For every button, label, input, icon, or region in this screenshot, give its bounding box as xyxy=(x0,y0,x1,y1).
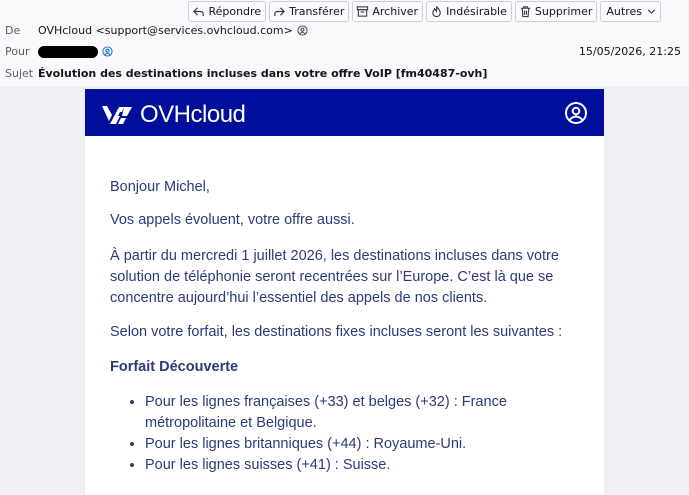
greeting: Bonjour Michel, xyxy=(110,179,210,195)
junk-button[interactable] xyxy=(426,1,512,22)
subject-row xyxy=(5,67,487,80)
paragraph-destinations: Selon votre forfait, les destinations fixes incluses seront les suivantes : xyxy=(110,324,563,340)
redacted-recipient xyxy=(38,46,98,58)
from-label: De xyxy=(5,24,21,37)
more-button[interactable] xyxy=(600,1,661,22)
paragraph-change: À partir du mercredi 1 juillet 2026, les destinations incluses dans votre solution de téléphonie seront recentrées sur l’Europe. C’est là que se concentre aujourd’hui l’essentiel des appels de nos clients. xyxy=(110,248,559,306)
list-item: • Pour les lignes britanniques (+44) : Royaume-Uni. xyxy=(145,434,584,455)
flame-icon xyxy=(430,5,443,18)
subject-text: Évolution des destinations incluses dans votre offre VoIP [fm40487-ovh] xyxy=(38,67,488,80)
trash-icon xyxy=(519,5,532,18)
list-item: • Pour les lignes suisses (+41) : Suisse. xyxy=(145,455,584,476)
forward-icon xyxy=(273,5,286,18)
forward-label: Transférer xyxy=(289,5,345,18)
list-item: • Pour les lignes françaises (+33) et belges (+32) : France métropolitaine et Belgique. xyxy=(145,392,584,434)
archive-icon xyxy=(356,5,369,18)
ovhcloud-logo[interactable] xyxy=(100,101,245,129)
message-body xyxy=(85,136,604,495)
to-row xyxy=(5,45,113,58)
archive-label: Archiver xyxy=(372,5,419,18)
archive-button[interactable] xyxy=(352,1,423,22)
ovhcloud-banner xyxy=(85,89,604,136)
delete-button[interactable] xyxy=(515,1,598,22)
logo-text: OVHcloud xyxy=(140,101,246,128)
reply-icon xyxy=(192,5,205,18)
message-toolbar xyxy=(188,1,661,22)
message-date: 15/05/2026, 21:25 xyxy=(578,45,681,58)
junk-label: Indésirable xyxy=(446,5,507,18)
ovhcloud-logo-icon xyxy=(100,104,134,126)
from-row xyxy=(5,24,308,37)
delete-label: Supprimer xyxy=(534,5,593,18)
user-account-icon[interactable] xyxy=(564,101,588,125)
add-contact-icon[interactable] xyxy=(102,46,113,57)
forward-button[interactable] xyxy=(269,1,349,22)
from-address[interactable]: OVHcloud <support@services.ovhcloud.com> xyxy=(38,24,293,37)
chevron-down-icon xyxy=(646,6,657,17)
subject-label: Sujet xyxy=(5,67,34,80)
paragraph-intro: Vos appels évoluent, votre offre aussi. xyxy=(110,212,355,228)
to-label: Pour xyxy=(5,45,30,58)
heading-forfait-decouverte: Forfait Découverte xyxy=(110,359,239,375)
more-label: Autres xyxy=(606,5,642,18)
message-header xyxy=(0,0,689,86)
reply-button[interactable] xyxy=(188,1,266,22)
contact-icon[interactable] xyxy=(297,25,308,36)
reply-label: Répondre xyxy=(208,5,262,18)
destinations-list xyxy=(110,392,584,476)
